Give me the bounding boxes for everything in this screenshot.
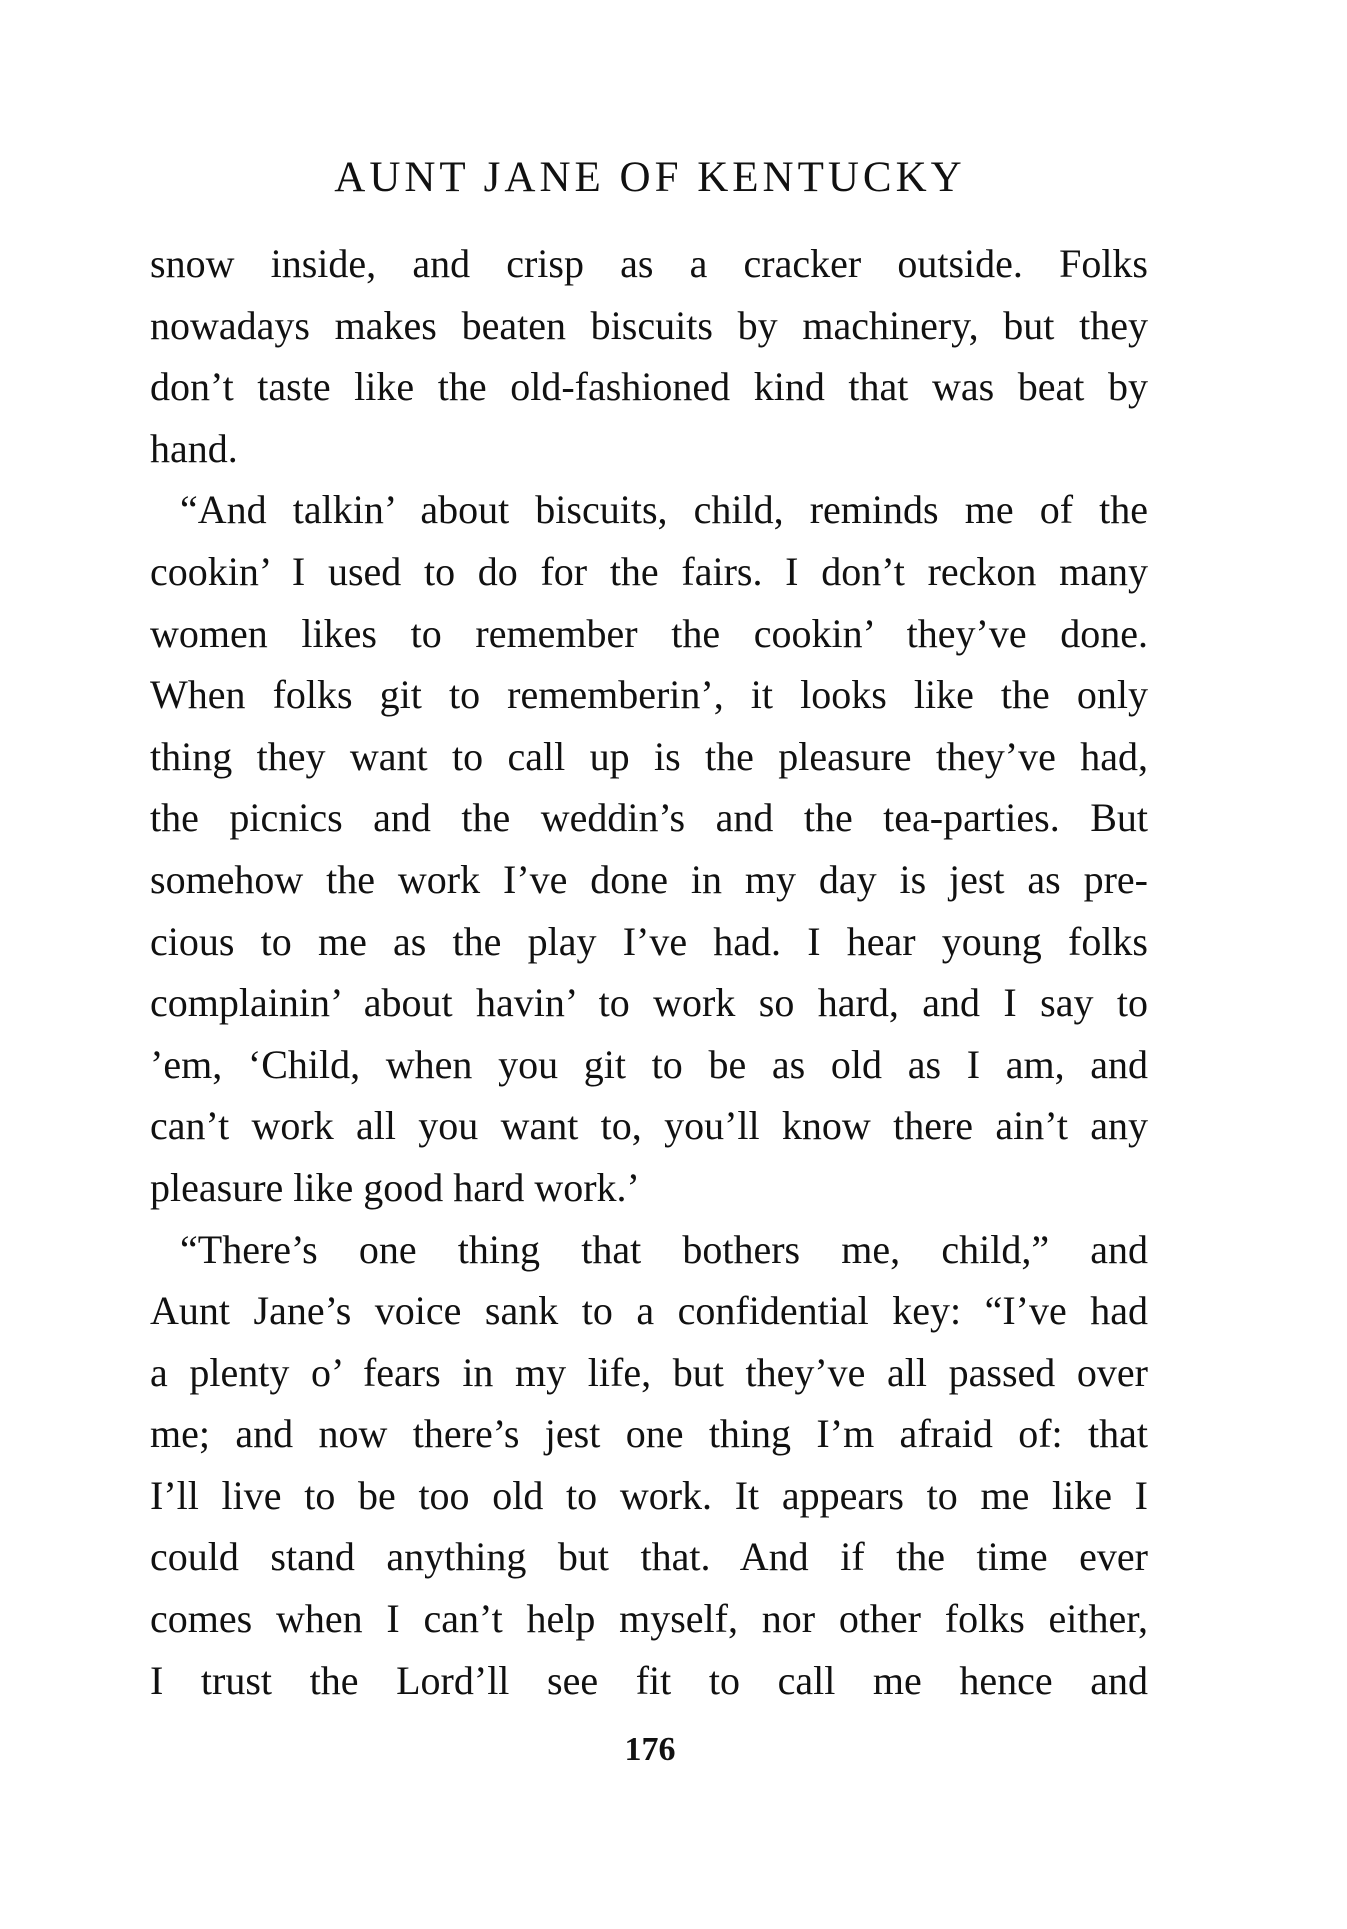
text-line: me; and now there’s jest one thing I’m afraid of: that: [150, 1411, 1148, 1457]
text-line: a plenty o’ fears in my life, but they’ve all passed over: [150, 1349, 1148, 1395]
text-line: ’em, ‘Child, when you git to be as old as I am, and: [150, 1041, 1148, 1087]
text-line: don’t taste like the old-fashioned kind that was beat by: [150, 364, 1148, 410]
text-line: I’ll live to be too old to work. It appears to me like I: [150, 1472, 1148, 1518]
text-line: somehow the work I’ve done in my day is jest as pre-: [150, 856, 1148, 902]
text-line: cious to me as the play I’ve had. I hear young folks: [150, 918, 1148, 964]
text-line: can’t work all you want to, you’ll know there ain’t any: [150, 1103, 1148, 1149]
text-line: women likes to remember the cookin’ they’ve done.: [150, 610, 1148, 656]
text-line: could stand anything but that. And if the time ever: [150, 1534, 1148, 1580]
text-line: pleasure like good hard work.’: [150, 1164, 640, 1210]
text-line: When folks git to rememberin’, it looks like the only: [150, 672, 1148, 718]
text-line: “There’s one thing that bothers me, child,” and: [180, 1226, 1148, 1272]
text-line: cookin’ I used to do for the fairs. I don’t reckon many: [150, 548, 1148, 594]
page-number: 176: [624, 1731, 676, 1768]
text-line: thing they want to call up is the pleasure they’ve had,: [150, 733, 1148, 779]
text-line: I trust the Lord’ll see fit to call me hence and: [150, 1657, 1148, 1703]
text-line: nowadays makes beaten biscuits by machinery, but they: [150, 302, 1148, 348]
page-body-text: [150, 233, 1148, 1711]
text-line: Aunt Jane’s voice sank to a confidential key: “I’ve had: [150, 1288, 1148, 1334]
text-line: complainin’ about havin’ to work so hard, and I say to: [150, 980, 1148, 1026]
text-line: snow inside, and crisp as a cracker outside. Folks: [150, 241, 1148, 286]
text-line: the picnics and the weddin’s and the tea-parties. But: [150, 795, 1148, 841]
running-head-title: AUNT JANE OF KENTUCKY: [334, 154, 966, 201]
text-line: “And talkin’ about biscuits, child, reminds me of the: [180, 487, 1148, 533]
text-line: comes when I can’t help myself, nor other folks either,: [150, 1596, 1148, 1642]
text-line: hand.: [150, 425, 238, 471]
